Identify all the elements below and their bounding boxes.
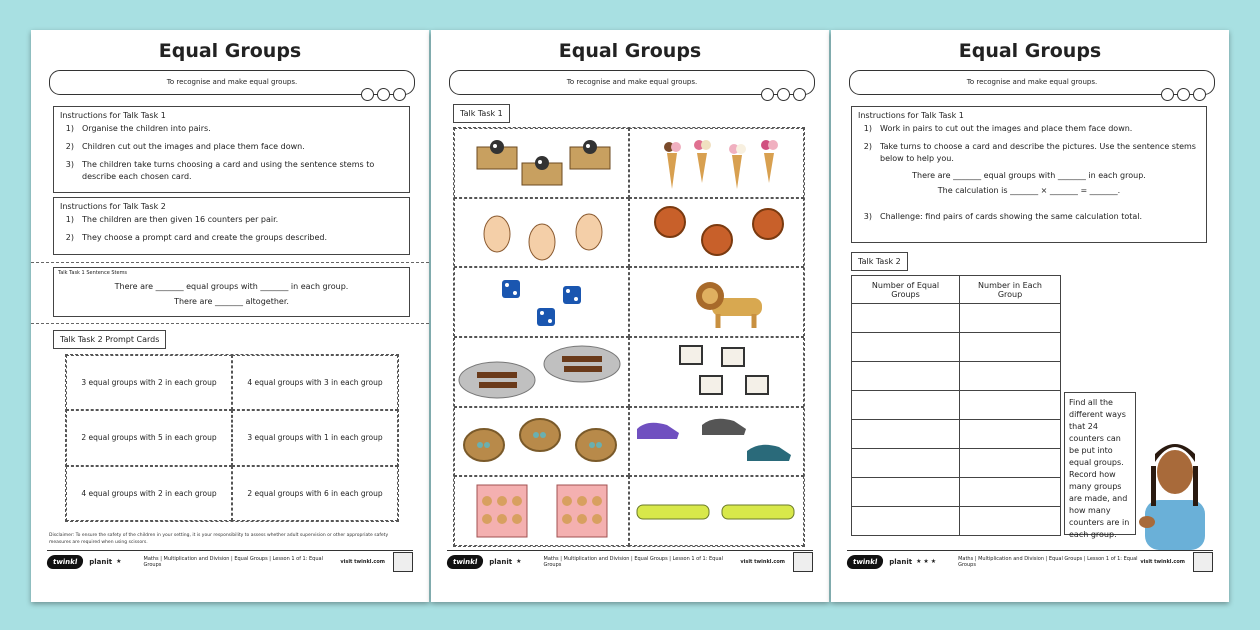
table-row <box>852 391 1061 420</box>
footer-caption: Maths | Multiplication and Division | Equal Groups | Lesson 1 of 1: Equal Groups <box>958 555 1138 568</box>
difficulty-stars: ★ <box>116 558 122 565</box>
card-dice[interactable] <box>454 267 629 337</box>
differentiation-circles <box>761 88 806 101</box>
card-lion[interactable] <box>629 267 804 337</box>
card-shoes[interactable] <box>629 407 804 477</box>
objective-text: To recognise and make equal groups. <box>566 78 698 86</box>
card-brownie-plates[interactable] <box>454 337 629 407</box>
objective-text: To recognise and make equal groups. <box>166 78 298 86</box>
talk-task-2-label: Talk Task 2 <box>851 252 908 271</box>
list-item: 1) Work in pairs to cut out the images and place them face down. <box>863 124 1133 133</box>
stem-1: There are _______ equal groups with _______ in each group. <box>114 282 349 291</box>
table-row <box>852 507 1061 536</box>
footer-caption: Maths | Multiplication and Division | Equal Groups | Lesson 1 of 1: Equal Groups <box>543 555 723 568</box>
planit-logo: planit <box>889 557 913 566</box>
page-title: Equal Groups <box>958 40 1102 62</box>
table-row <box>852 420 1061 449</box>
prompt-cards-grid <box>65 354 399 522</box>
list-item: 3) The children take turns choosing a card and using the sentence stems to describe each chosen card. <box>65 160 375 181</box>
card-coins[interactable] <box>629 198 804 268</box>
prompt-card[interactable]: 4 equal groups with 2 in each group <box>66 466 232 521</box>
twinkl-logo: twinkl <box>846 555 884 569</box>
task1-title: Instructions for Talk Task 1 <box>858 111 964 120</box>
worksheet-page-2 <box>431 30 829 602</box>
planit-logo: planit <box>489 557 513 566</box>
quality-badge-icon <box>1193 552 1213 572</box>
list-item: 2) Take turns to choose a card and describe the pictures. Use the sentence stems below to help you. <box>863 142 1196 163</box>
disclaimer: Disclaimer: To ensure the safety of the children in your setting, it is your responsibility to assess whether adult supervision or other appropriate safety measures are required when using scissors. <box>49 533 389 545</box>
list-item: 1) The children are then given 16 counters per pair. <box>65 215 279 224</box>
picture-cards-grid <box>453 127 805 547</box>
list-item: 3) Challenge: find pairs of cards showing the same calculation total. <box>863 212 1143 221</box>
task2-title: Instructions for Talk Task 2 <box>60 202 166 211</box>
card-nests[interactable] <box>454 407 629 477</box>
talk-task-label: Talk Task 1 <box>453 104 510 123</box>
differentiation-circles <box>1161 88 1206 101</box>
table-row <box>852 362 1061 391</box>
task1-title: Instructions for Talk Task 1 <box>60 111 166 120</box>
col-header-groups: Number of Equal Groups <box>852 276 960 304</box>
prompt-card[interactable]: 2 equal groups with 5 in each group <box>66 410 232 465</box>
table-row <box>852 304 1061 333</box>
prompt-card[interactable]: 3 equal groups with 1 in each group <box>232 410 398 465</box>
table-row <box>852 449 1061 478</box>
table-row <box>852 333 1061 362</box>
coins-icon <box>642 202 792 262</box>
card-hands[interactable] <box>454 198 629 268</box>
col-header-each: Number in Each Group <box>960 276 1061 304</box>
donut-boxes-icon <box>467 481 617 541</box>
cut-line <box>31 262 429 263</box>
visit-link[interactable]: visit twinkl.com <box>340 558 385 565</box>
difficulty-stars: ★ ★ ★ <box>916 558 937 565</box>
recording-table <box>851 275 1061 536</box>
girl-illustration-icon <box>1137 430 1209 550</box>
dice-icon <box>467 272 617 332</box>
footer-caption: Maths | Multiplication and Division | Equal Groups | Lesson 1 of 1: Equal Groups <box>143 555 323 568</box>
stem-2: The calculation is _______ × _______ = _______. <box>937 186 1121 195</box>
card-ring-boxes[interactable] <box>629 337 804 407</box>
learning-objective <box>449 70 815 95</box>
page-title: Equal Groups <box>158 40 302 62</box>
list-item: 1) Organise the children into pairs. <box>65 124 211 133</box>
task2-instructions <box>53 197 410 255</box>
shoes-icon <box>632 411 802 471</box>
cut-line <box>31 323 429 324</box>
stem-2: There are _______ altogether. <box>174 297 289 306</box>
hands-icon <box>467 202 617 262</box>
prompt-cards-label: Talk Task 2 Prompt Cards <box>53 330 166 349</box>
worksheet-page-1 <box>31 30 429 602</box>
objective-text: To recognise and make equal groups. <box>966 78 1098 86</box>
task1-instructions <box>851 106 1207 243</box>
prompt-card[interactable]: 4 equal groups with 3 in each group <box>232 355 398 410</box>
page-footer <box>47 550 413 572</box>
twinkl-logo: twinkl <box>446 555 484 569</box>
card-donut-boxes[interactable] <box>454 476 629 546</box>
page-footer <box>847 550 1213 572</box>
list-item: 2) They choose a prompt card and create the groups described. <box>65 233 328 242</box>
tennis-balls-icon <box>632 491 802 531</box>
list-item: 2) Children cut out the images and place them face down. <box>65 142 305 151</box>
stem-1: There are _______ equal groups with _______ in each group. <box>912 171 1146 180</box>
learning-objective <box>849 70 1215 95</box>
sentence-stems <box>53 267 410 317</box>
page-title: Equal Groups <box>558 40 702 62</box>
card-kitten-boxes[interactable] <box>454 128 629 198</box>
kitten-boxes-icon <box>467 133 617 193</box>
table-row <box>852 478 1061 507</box>
card-ice-creams[interactable] <box>629 128 804 198</box>
differentiation-circles <box>361 88 406 101</box>
twinkl-logo: twinkl <box>46 555 84 569</box>
card-tennis-balls[interactable] <box>629 476 804 546</box>
task1-instructions <box>53 106 410 193</box>
nests-icon <box>462 411 622 471</box>
visit-link[interactable]: visit twinkl.com <box>1140 558 1185 565</box>
ice-cream-icon <box>642 133 792 193</box>
worksheet-page-3 <box>831 30 1229 602</box>
stems-title: Talk Task 1 Sentence Stems <box>58 270 128 276</box>
ring-boxes-icon <box>642 342 792 402</box>
prompt-card[interactable]: 2 equal groups with 6 in each group <box>232 466 398 521</box>
lion-icon <box>642 272 792 332</box>
prompt-card[interactable]: 3 equal groups with 2 in each group <box>66 355 232 410</box>
difficulty-stars: ★ <box>516 558 522 565</box>
visit-link[interactable]: visit twinkl.com <box>740 558 785 565</box>
quality-badge-icon <box>393 552 413 572</box>
page-footer <box>447 550 813 572</box>
learning-objective <box>49 70 415 95</box>
quality-badge-icon <box>793 552 813 572</box>
brownie-plates-icon <box>457 342 627 402</box>
planit-logo: planit <box>89 557 113 566</box>
speech-bubble: Find all the different ways that 24 counters can be put into equal groups. Record how many groups are made, and how many counters are in each group. <box>1064 392 1136 535</box>
